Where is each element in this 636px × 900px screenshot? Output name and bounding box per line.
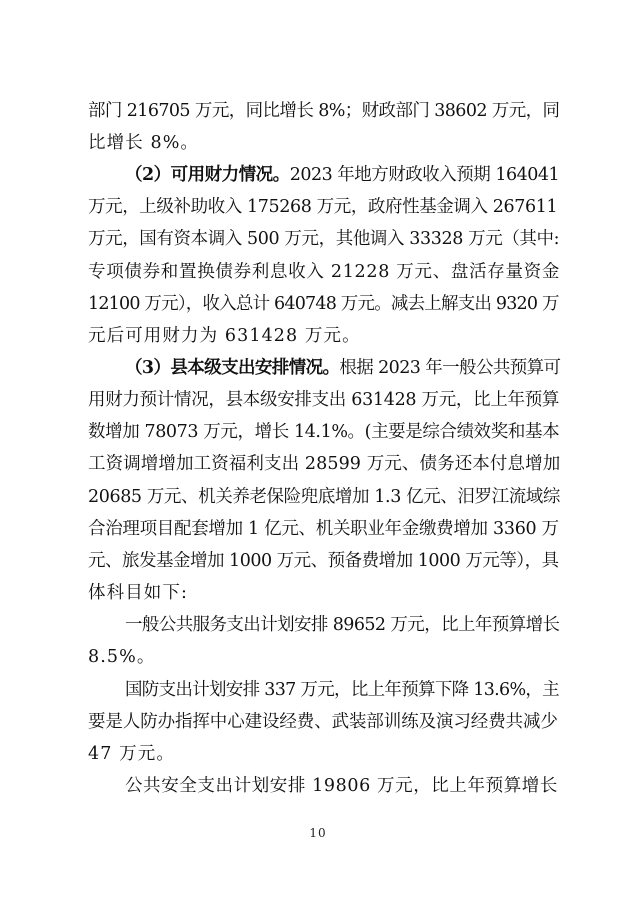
paragraph-2-line-3: 万元，国有资本调入 500 万元，其他调入 33328 万元（其中: <box>88 229 560 249</box>
paragraph-3-line-2: 用财力预计情况，县本级安排支出 631428 万元，比上年预算 <box>88 390 560 410</box>
paragraph-2-line-5: 12100 万元），收入总计 640748 万元。减去上解支出 9320 万 <box>88 294 559 314</box>
paragraph-3-line-3: 数增加 78073 万元，增长 14.1%。(主要是综合绩效奖和基本 <box>88 422 560 442</box>
paragraph-2-line-1-text: 2023 年地方财政收入预期 164041 <box>289 165 560 185</box>
paragraph-3-line-4: 工资调增增加工资福利支出 28599 万元、债务还本付息增加 <box>88 454 561 474</box>
paragraph-4-line-1: 一般公共服务支出计划安排 89652 万元，比上年预算增长 <box>125 615 560 635</box>
paragraph-3-line-1 <box>125 356 560 380</box>
paragraph-2-heading: （2）可用财力情况。 <box>125 165 290 185</box>
paragraph-3-line-5: 20685 万元、机关养老保险兜底增加 1.3 亿元、汨罗江流域综 <box>88 487 560 507</box>
paragraph-3-line-8: 体科目如下: <box>88 583 188 603</box>
page-number: 10 <box>309 826 327 840</box>
paragraph-2-line-6: 元后可用财力为 631428 万元。 <box>88 326 361 346</box>
paragraph-4-line-2: 8.5%。 <box>88 647 156 667</box>
paragraph-2-line-1 <box>125 163 560 187</box>
paragraph-2-line-4: 专项债券和置换债券利息收入 21228 万元、盘活存量资金 <box>88 262 561 282</box>
paragraph-1-line-1: 部门 216705 万元，同比增长 8%；财政部门 38602 万元，同 <box>88 101 560 121</box>
paragraph-3-line-1-text: 根据 2023 年一般公共预算可 <box>339 358 561 378</box>
paragraph-3-line-7: 元、旅发基金增加 1000 万元、预备费增加 1000 万元等），具 <box>88 551 559 571</box>
paragraph-3-heading: （3）县本级支出安排情况。 <box>125 358 340 378</box>
paragraph-5-line-3: 47 万元。 <box>88 744 175 764</box>
paragraph-2-line-2: 万元，上级补助收入 175268 万元，政府性基金调入 267611 <box>88 197 558 217</box>
paragraph-5-line-1: 国防支出计划安排 337 万元，比上年预算下降 13.6%，主 <box>125 680 559 700</box>
paragraph-6-line-1: 公共安全支出计划安排 19806 万元，比上年预算增长 <box>125 776 558 796</box>
paragraph-5-line-2: 要是人防办指挥中心建设经费、武装部训练及演习经费共减少 <box>88 712 558 732</box>
paragraph-1-line-2: 比增长 8%。 <box>88 133 200 153</box>
paragraph-3-line-6: 合治理项目配套增加 1 亿元、机关职业年金缴费增加 3360 万 <box>88 519 559 539</box>
